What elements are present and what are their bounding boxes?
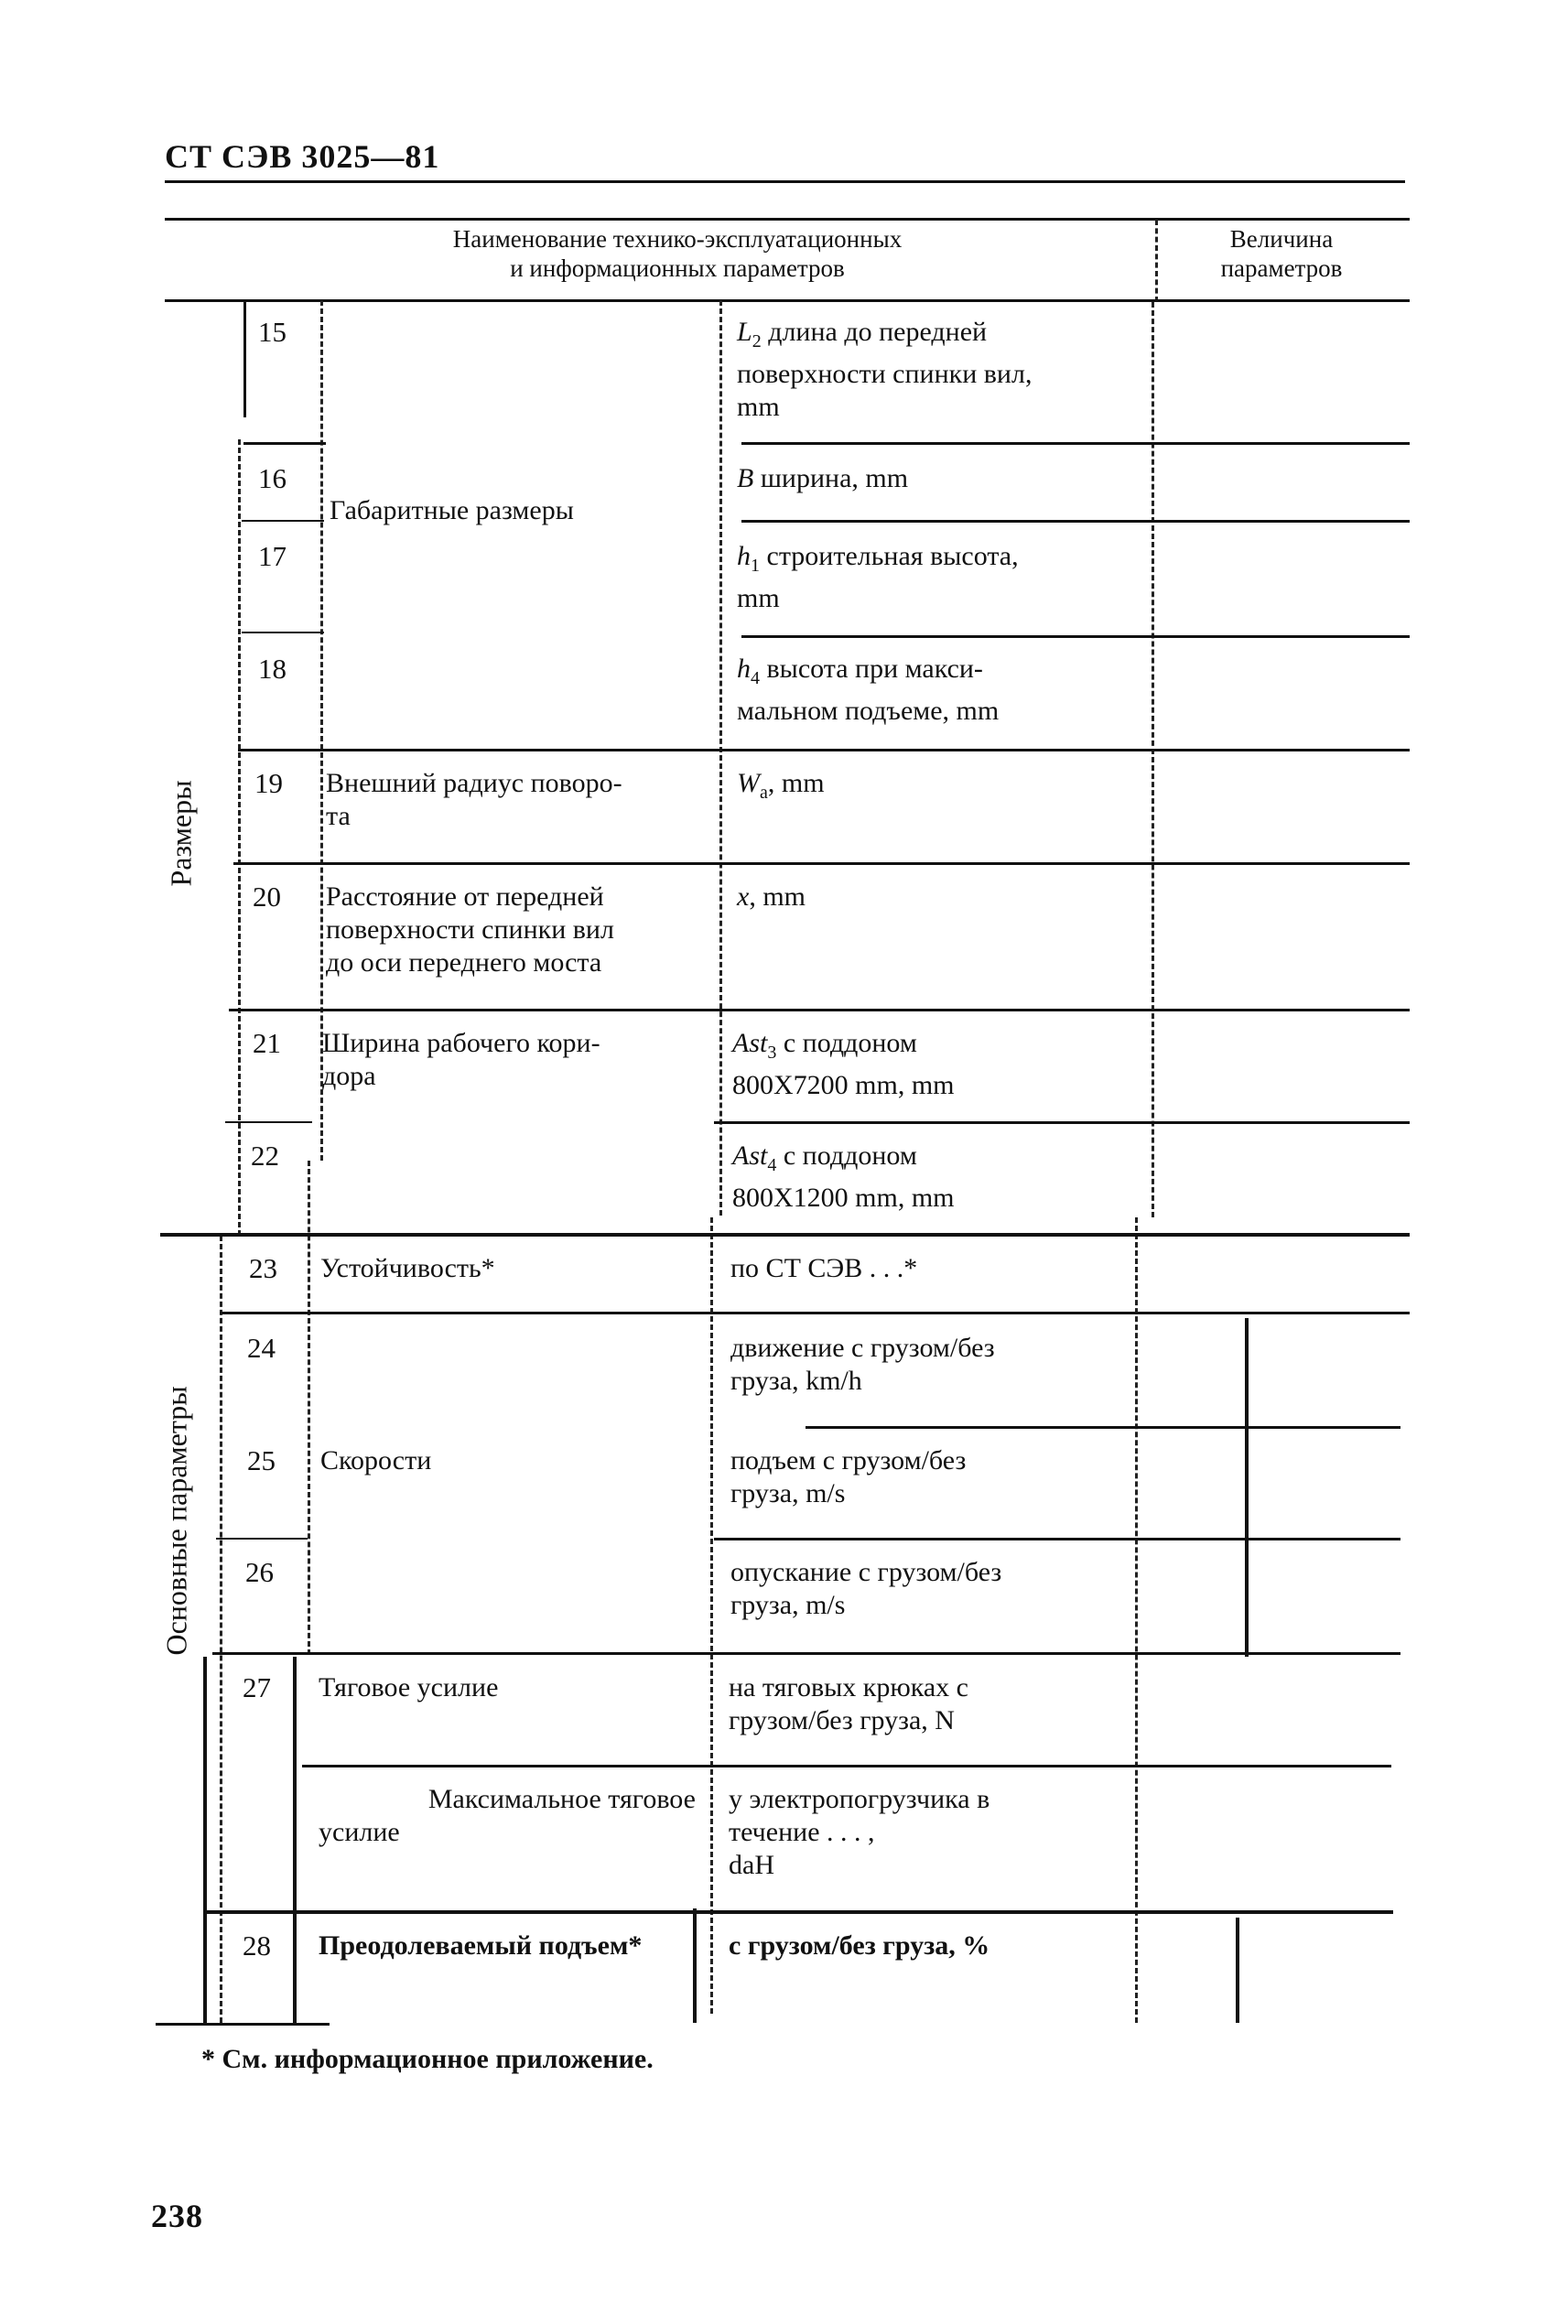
header-bottom-rule bbox=[165, 299, 1410, 302]
header-rule bbox=[165, 180, 1405, 183]
param-name: усилие bbox=[319, 1817, 400, 1847]
row-number: 15 bbox=[258, 316, 287, 348]
footnote-rule bbox=[156, 2023, 330, 2026]
param-unit: B ширина, mm bbox=[737, 463, 909, 493]
row-number: 19 bbox=[254, 767, 283, 799]
row-number: 26 bbox=[245, 1556, 274, 1588]
name-column-header: Наименование технико-эксплуатационных и информационных параметров bbox=[452, 225, 903, 282]
row-number: 21 bbox=[253, 1027, 281, 1059]
param-unit: $W_a$, mm bbox=[737, 768, 825, 803]
param-name: Максимальное тяговое bbox=[427, 1784, 696, 1814]
param-unit: движение с грузом/без груза, km/h bbox=[730, 1333, 995, 1396]
row-number: 16 bbox=[258, 462, 287, 494]
param-unit: Ast$_3$ с поддоном 800X7200 mm, mm bbox=[732, 1028, 955, 1100]
row-number: 27 bbox=[243, 1671, 271, 1703]
param-unit: $h_1$ строительная высота, mm bbox=[737, 541, 1019, 613]
row-number: 18 bbox=[258, 653, 287, 685]
page-number: 238 bbox=[151, 2198, 203, 2234]
row-number: 17 bbox=[258, 540, 287, 572]
param-unit: $h_4$ высота при макси- мальном подъеме, mm bbox=[737, 654, 1000, 726]
group-label-main-params: Основные параметры bbox=[159, 1386, 193, 1656]
param-name: Устойчивость* bbox=[320, 1253, 495, 1283]
param-unit: подъем с грузом/без груза, m/s bbox=[730, 1445, 967, 1508]
param-name: Тяговое усилие bbox=[319, 1672, 499, 1702]
param-name: Расстояние от передней поверхности спинки вил до оси переднего моста bbox=[326, 881, 614, 978]
value-column-header: Величина параметров bbox=[1220, 225, 1343, 282]
table-top-rule bbox=[165, 218, 1410, 221]
param-unit: $L_2$ длина до передней поверхности спинки вил, mm bbox=[737, 317, 1033, 422]
param-name: Ширина рабочего кори- дора bbox=[322, 1028, 600, 1091]
group-label-gabarit: Габаритные размеры bbox=[330, 495, 574, 525]
document-header: СТ СЭВ 3025—81 bbox=[165, 138, 440, 175]
group-label-sizes: Размеры bbox=[164, 780, 198, 887]
row-number: 20 bbox=[253, 881, 281, 913]
row-number: 24 bbox=[247, 1332, 276, 1364]
row-number: 25 bbox=[247, 1444, 276, 1476]
param-unit: с грузом/без груза, % bbox=[729, 1930, 990, 1961]
row-number: 23 bbox=[249, 1252, 277, 1284]
param-name: Внешний радиус поворо- та bbox=[326, 768, 622, 831]
param-unit: по СТ СЭВ . . .* bbox=[730, 1253, 918, 1283]
param-unit: x, mm bbox=[737, 881, 806, 912]
param-unit: Ast$_4$ с поддоном 800X1200 mm, mm bbox=[732, 1140, 955, 1213]
row-number: 28 bbox=[243, 1929, 271, 1962]
row-number: 22 bbox=[251, 1140, 279, 1172]
param-name: Скорости bbox=[320, 1445, 432, 1475]
param-unit: у электропогрузчика в течение . . . , daH bbox=[729, 1784, 990, 1880]
param-unit: на тяговых крюках с грузом/без груза, N bbox=[729, 1672, 969, 1735]
param-unit: опускание с грузом/без груза, m/s bbox=[730, 1557, 1002, 1620]
footnote: * См. информационное приложение. bbox=[201, 2044, 654, 2074]
param-name: Преодолеваемый подъем* bbox=[319, 1930, 643, 1961]
